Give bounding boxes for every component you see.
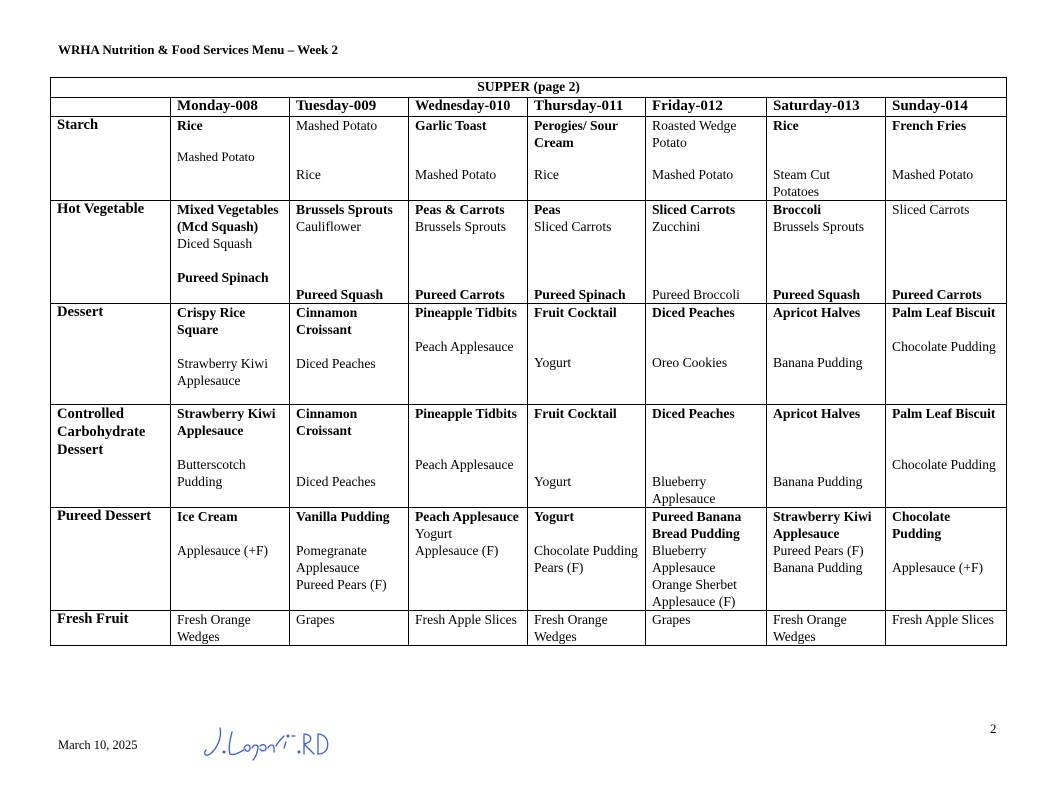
row-label-pureed-dessert: Pureed Dessert bbox=[51, 508, 171, 611]
day-header-friday: Friday-012 bbox=[646, 98, 767, 117]
menu-item: Pureed Carrots bbox=[892, 287, 982, 302]
menu-item: Cinnamon Croissant bbox=[296, 406, 358, 438]
table-title: SUPPER (page 2) bbox=[51, 78, 1007, 98]
menu-item: Fresh Orange Wedges bbox=[177, 612, 251, 644]
menu-item: French Fries bbox=[892, 118, 967, 133]
menu-item: Butterscotch Pudding bbox=[177, 457, 246, 489]
menu-item: Palm Leaf Biscuit bbox=[892, 305, 996, 320]
page-number: 2 bbox=[990, 721, 997, 736]
menu-item: Rice bbox=[177, 118, 203, 133]
menu-item: Ice Cream bbox=[177, 509, 238, 524]
menu-item: Grapes bbox=[652, 612, 691, 627]
menu-item: Orange Sherbet bbox=[652, 577, 737, 592]
menu-item: Strawberry Kiwi Applesauce bbox=[773, 509, 872, 541]
menu-item: Apricot Halves bbox=[773, 406, 861, 421]
cell-dessert-thu bbox=[528, 304, 646, 405]
menu-item: Oreo Cookies bbox=[652, 355, 728, 370]
menu-item: Mashed Potato bbox=[177, 149, 255, 164]
cell-ff-thu bbox=[528, 611, 646, 646]
menu-item: Pureed Banana Bread Pudding bbox=[652, 509, 742, 541]
cell-dessert-wed bbox=[409, 304, 528, 405]
menu-item: Blueberry Applesauce bbox=[652, 474, 716, 506]
cell-ff-sun bbox=[886, 611, 1007, 646]
menu-item: Peas & Carrots bbox=[415, 202, 505, 217]
menu-item: Pureed Carrots bbox=[415, 287, 505, 302]
menu-item: Yogurt bbox=[534, 355, 572, 370]
row-cc-dessert bbox=[51, 405, 1007, 508]
menu-item: Steam Cut Potatoes bbox=[773, 167, 831, 199]
row-starch bbox=[51, 117, 1007, 201]
menu-item: Peach Applesauce bbox=[415, 509, 519, 524]
menu-item: Pureed Pears (F) bbox=[773, 543, 864, 558]
row-label-dessert: Dessert bbox=[51, 304, 171, 405]
cell-hotveg-fri bbox=[646, 201, 767, 304]
cell-pd-sun bbox=[886, 508, 1007, 611]
row-fresh-fruit bbox=[51, 611, 1007, 646]
menu-item: Crispy Rice Square bbox=[177, 305, 246, 337]
day-header-saturday: Saturday-013 bbox=[767, 98, 886, 117]
menu-item: Chocolate Pudding bbox=[534, 543, 638, 558]
menu-item: Brussels Sprouts bbox=[415, 219, 507, 234]
cell-ff-wed bbox=[409, 611, 528, 646]
menu-item: Diced Peaches bbox=[296, 474, 376, 489]
cell-ccd-wed bbox=[409, 405, 528, 508]
day-header-tuesday: Tuesday-009 bbox=[290, 98, 409, 117]
menu-item: Pureed Squash bbox=[296, 287, 384, 302]
cell-pd-mon bbox=[171, 508, 290, 611]
menu-item: Apricot Halves bbox=[773, 305, 861, 320]
menu-item: Fruit Cocktail bbox=[534, 305, 617, 320]
cell-hotveg-sat bbox=[767, 201, 886, 304]
menu-item: Rice bbox=[534, 167, 559, 182]
menu-item: Fresh Apple Slices bbox=[892, 612, 994, 627]
menu-item: Mashed Potato bbox=[892, 167, 974, 182]
menu-item: Banana Pudding bbox=[773, 474, 863, 489]
menu-item: Roasted Wedge Potato bbox=[652, 118, 737, 150]
cell-starch-tue bbox=[290, 117, 409, 201]
menu-item: Chocolate Pudding bbox=[892, 457, 996, 472]
menu-item: Rice bbox=[773, 118, 799, 133]
menu-item: Brussels Sprouts bbox=[773, 219, 865, 234]
menu-item: Pureed Spinach bbox=[534, 287, 626, 302]
cell-ff-fri bbox=[646, 611, 767, 646]
row-hot-vegetable bbox=[51, 201, 1007, 304]
cell-starch-sat bbox=[767, 117, 886, 201]
cell-ccd-mon bbox=[171, 405, 290, 508]
cell-ccd-thu bbox=[528, 405, 646, 508]
menu-item: Peach Applesauce bbox=[415, 339, 514, 354]
menu-item: Sliced Carrots bbox=[892, 202, 970, 217]
cell-starch-thu bbox=[528, 117, 646, 201]
menu-item: Yogurt bbox=[415, 526, 453, 541]
cell-dessert-fri bbox=[646, 304, 767, 405]
menu-item: Strawberry Kiwi Applesauce bbox=[177, 406, 276, 438]
cell-pd-wed bbox=[409, 508, 528, 611]
menu-item: Peas bbox=[534, 202, 561, 217]
cell-hotveg-tue bbox=[290, 201, 409, 304]
menu-item: Rice bbox=[296, 167, 321, 182]
menu-item: Pomegranate Applesauce bbox=[296, 543, 367, 575]
menu-item: Pureed Pears (F) bbox=[296, 577, 387, 592]
cell-ccd-fri bbox=[646, 405, 767, 508]
menu-item: Sliced Carrots bbox=[652, 202, 736, 217]
day-header-wednesday bbox=[409, 98, 528, 117]
menu-item: Pineapple Tidbits bbox=[415, 406, 517, 421]
menu-item: Mashed Potato bbox=[415, 167, 497, 182]
cell-pd-fri bbox=[646, 508, 767, 611]
menu-item: Diced Peaches bbox=[652, 406, 735, 421]
cell-hotveg-thu bbox=[528, 201, 646, 304]
day-header-wednesday-text: Wednesday-010 bbox=[415, 98, 511, 114]
document-header: WRHA Nutrition & Food Services Menu – Week 2 bbox=[58, 42, 338, 57]
day-header-sunday: Sunday-014 bbox=[886, 98, 1007, 117]
menu-item: Diced Peaches bbox=[296, 356, 376, 371]
menu-item: Pears (F) bbox=[534, 560, 584, 575]
menu-item: Applesauce (+F) bbox=[177, 543, 269, 558]
menu-item: Cinnamon Croissant bbox=[296, 305, 358, 337]
menu-item: Fresh Orange Wedges bbox=[773, 612, 847, 644]
menu-item: Brussels Sprouts bbox=[296, 202, 393, 217]
row-label-hot-vegetable: Hot Vegetable bbox=[51, 201, 171, 304]
menu-item: Fresh Apple Slices bbox=[415, 612, 517, 627]
menu-item: Pureed Broccoli bbox=[652, 287, 740, 302]
menu-item: Chocolate Pudding bbox=[892, 509, 951, 541]
menu-item: Banana Pudding bbox=[773, 560, 863, 575]
row-label-cc-dessert: Controlled Carbohydrate Dessert bbox=[51, 405, 171, 508]
cell-ccd-tue bbox=[290, 405, 409, 508]
menu-item: Cauliflower bbox=[296, 219, 361, 234]
row-label-fresh-fruit: Fresh Fruit bbox=[51, 611, 171, 646]
menu-item: Peach Applesauce bbox=[415, 457, 514, 472]
menu-item: Banana Pudding bbox=[773, 355, 863, 370]
cell-ff-mon bbox=[171, 611, 290, 646]
row-dessert bbox=[51, 304, 1007, 405]
menu-item: Mashed Potato bbox=[296, 118, 378, 133]
menu-item: Diced Peaches bbox=[652, 305, 735, 320]
menu-item: Strawberry Kiwi Applesauce bbox=[177, 356, 268, 388]
row-label-starch: Starch bbox=[51, 117, 171, 201]
menu-item: Applesauce (F) bbox=[652, 594, 736, 609]
cell-dessert-tue bbox=[290, 304, 409, 405]
menu-item: Blueberry Applesauce bbox=[652, 543, 716, 575]
menu-item: Chocolate Pudding bbox=[892, 339, 996, 354]
menu-item: Fruit Cocktail bbox=[534, 406, 617, 421]
menu-item: Mixed Vegetables (Mcd Squash) bbox=[177, 202, 279, 234]
cell-starch-fri bbox=[646, 117, 767, 201]
cell-starch-mon bbox=[171, 117, 290, 201]
day-header-monday: Monday-008 bbox=[171, 98, 290, 117]
cell-dessert-mon bbox=[171, 304, 290, 405]
menu-item: Broccoli bbox=[773, 202, 822, 217]
supper-menu-table bbox=[50, 77, 1007, 646]
cell-hotveg-mon bbox=[171, 201, 290, 304]
menu-item: Mashed Potato bbox=[652, 167, 734, 182]
menu-item: Pureed Squash bbox=[773, 287, 861, 302]
menu-item: Grapes bbox=[296, 612, 335, 627]
menu-item: Applesauce (+F) bbox=[892, 560, 984, 575]
cell-ccd-sun bbox=[886, 405, 1007, 508]
menu-item: Garlic Toast bbox=[415, 118, 487, 133]
cell-starch-sun bbox=[886, 117, 1007, 201]
menu-item: Diced Squash bbox=[177, 236, 253, 251]
menu-item: Palm Leaf Biscuit bbox=[892, 406, 996, 421]
footer-date: March 10, 2025 bbox=[58, 738, 138, 752]
cell-hotveg-sun bbox=[886, 201, 1007, 304]
day-header-thursday: Thursday-011 bbox=[528, 98, 646, 117]
cell-dessert-sat bbox=[767, 304, 886, 405]
menu-item: Yogurt bbox=[534, 474, 572, 489]
cell-pd-tue bbox=[290, 508, 409, 611]
row-pureed-dessert bbox=[51, 508, 1007, 611]
cell-starch-wed bbox=[409, 117, 528, 201]
menu-item: Zucchini bbox=[652, 219, 701, 234]
cell-hotveg-wed bbox=[409, 201, 528, 304]
cell-pd-thu bbox=[528, 508, 646, 611]
menu-item: Applesauce (F) bbox=[415, 543, 499, 558]
cell-dessert-sun bbox=[886, 304, 1007, 405]
menu-item: Pineapple Tidbits bbox=[415, 305, 517, 320]
menu-item: Pureed Spinach bbox=[177, 270, 269, 285]
signature-image bbox=[200, 722, 340, 762]
cell-ccd-sat bbox=[767, 405, 886, 508]
menu-item: Vanilla Pudding bbox=[296, 509, 390, 524]
cell-ff-sat bbox=[767, 611, 886, 646]
menu-item: Perogies/ Sour Cream bbox=[534, 118, 618, 150]
menu-item: Yogurt bbox=[534, 509, 575, 524]
menu-item: Sliced Carrots bbox=[534, 219, 612, 234]
cell-ff-tue bbox=[290, 611, 409, 646]
corner-cell bbox=[51, 98, 171, 117]
menu-item: Fresh Orange Wedges bbox=[534, 612, 608, 644]
cell-pd-sat bbox=[767, 508, 886, 611]
